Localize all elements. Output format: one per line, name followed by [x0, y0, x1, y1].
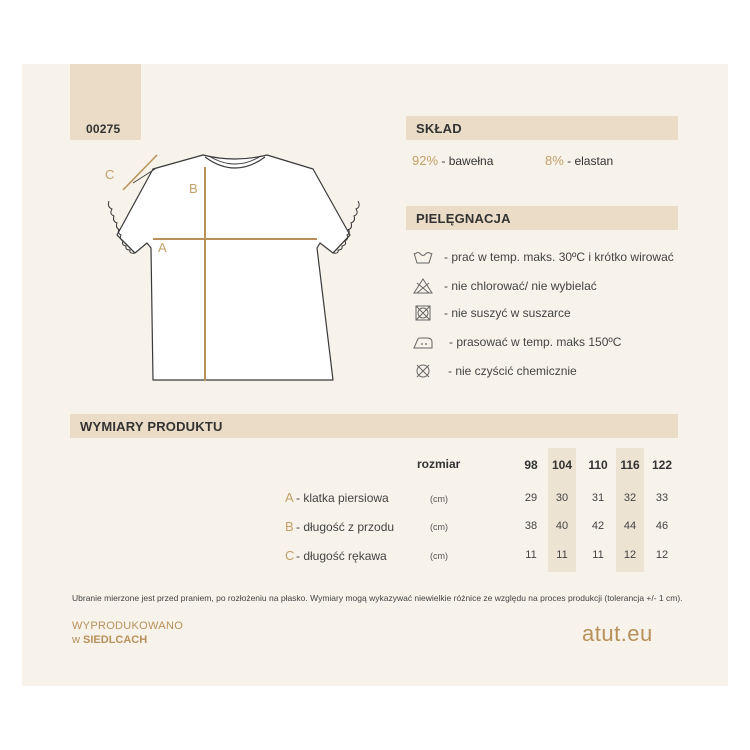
dimensions-title: WYMIARY PRODUKTU: [80, 419, 223, 434]
table-cell: 46: [655, 520, 669, 532]
composition-percent: 8%: [545, 153, 564, 168]
composition-percent: 92%: [412, 153, 439, 168]
care-text: - prać w temp. maks. 30ºC i krótko wirować: [444, 250, 674, 264]
diagram-label-b: B: [189, 181, 198, 196]
made-in-city: SIEDLCACH: [83, 634, 148, 646]
composition-material: - elastan: [567, 154, 614, 168]
table-cell: 11: [592, 549, 604, 561]
care-item: [412, 331, 621, 353]
size-label: 104: [551, 458, 573, 472]
care-item: [412, 246, 674, 268]
care-text: - nie czyścić chemicznie: [448, 364, 577, 378]
no-bleach-icon: [412, 277, 434, 295]
dimension-label: - klatka piersiowa: [296, 491, 389, 505]
iron-150-icon: [412, 333, 434, 351]
care-item: [412, 360, 577, 382]
table-cell: 42: [591, 520, 605, 532]
diagram-label-c: C: [105, 167, 115, 182]
composition-material: - bawełna: [441, 154, 494, 168]
dimension-letter: B: [285, 519, 294, 534]
table-cell: 12: [655, 549, 669, 561]
tshirt-outline: [117, 155, 350, 380]
care-title: PIELĘGNACJA: [416, 211, 511, 226]
table-cell: 11: [525, 549, 537, 561]
brand-logo: atut.eu: [582, 621, 653, 646]
care-item: [412, 275, 597, 297]
size-header: rozmiar: [417, 457, 461, 471]
composition-item: [412, 153, 493, 168]
dimension-unit: (cm): [430, 551, 448, 561]
table-cell: 30: [555, 492, 569, 504]
product-code: 00275: [86, 122, 121, 136]
care-text: - nie chlorować/ nie wybielać: [444, 279, 597, 293]
table-cell: 12: [623, 549, 637, 561]
footnote: Ubranie mierzone jest przed praniem, po rozłożeniu na płasko. Wymiary mogą wykazywać niewielkie różnice ze względu na proces produkcji (tolerancja +/- 1 cm).: [72, 593, 683, 603]
size-label: 98: [524, 458, 538, 472]
diagram-label-a: A: [158, 240, 167, 255]
table-cell: 38: [524, 520, 538, 532]
table-cell: 31: [591, 492, 605, 504]
dimension-unit: (cm): [430, 494, 448, 504]
table-cell: 29: [524, 492, 538, 504]
made-in-prefix: w: [72, 634, 80, 646]
made-in-line1: WYPRODUKOWANO: [72, 620, 184, 632]
table-cell: 40: [555, 520, 569, 532]
made-in-line2: [72, 634, 147, 646]
dimension-letter: C: [285, 548, 295, 563]
size-label: 110: [588, 458, 608, 472]
size-label: 122: [651, 458, 673, 472]
table-cell: 33: [655, 492, 669, 504]
tshirt-diagram: [95, 145, 365, 390]
care-text: - nie suszyć w suszarce: [444, 306, 571, 320]
no-tumble-dry-icon: [412, 304, 434, 322]
care-item: [412, 302, 571, 324]
table-cell: 44: [623, 520, 637, 532]
dimension-letter: A: [285, 490, 294, 505]
no-dry-clean-icon: [412, 362, 434, 380]
dimension-unit: (cm): [430, 522, 448, 532]
care-text: - prasować w temp. maks 150ºC: [449, 335, 622, 349]
sklad-title: SKŁAD: [416, 121, 462, 136]
table-cell: 32: [623, 492, 637, 504]
composition-item: [545, 153, 613, 168]
table-cell: 11: [556, 549, 568, 561]
dimension-label: - długość rękawa: [296, 549, 387, 563]
size-label: 116: [620, 458, 640, 472]
dimension-label: - długość z przodu: [296, 520, 395, 534]
wash-30-icon: [412, 248, 434, 266]
